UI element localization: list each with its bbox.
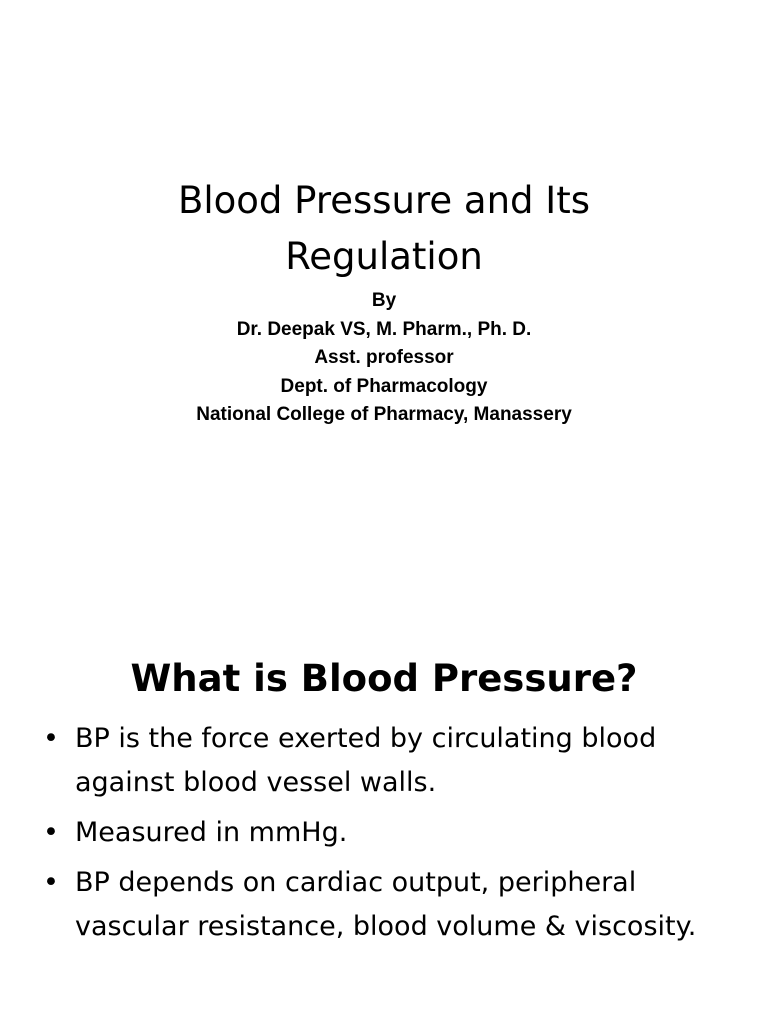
bullet-text: BP is the force exerted by circulating blood against blood vessel walls. [75, 723, 657, 798]
bullet-text: Measured in mmHg. [75, 817, 348, 848]
bullet-list [43, 717, 743, 955]
bullet-item [43, 717, 743, 805]
author-byline [0, 287, 768, 430]
byline-by: By [371, 290, 397, 311]
author-department: Dept. of Pharmacology [280, 375, 488, 397]
title-line: Blood Pressure and Its [177, 178, 590, 222]
author-position: Asst. professor [314, 347, 454, 368]
bullet-icon: • [43, 817, 59, 848]
bullet-item [43, 861, 743, 949]
bullet-text: BP depends on cardiac output, peripheral vascular resistance, blood volume & viscosity. [75, 867, 697, 942]
bullet-icon: • [43, 867, 59, 898]
slide-title: What is Blood Pressure? [130, 656, 638, 700]
author-institution: National College of Pharmacy, Manassery [196, 404, 572, 425]
slide-2 [0, 512, 768, 1024]
slide-title [0, 173, 768, 285]
author-name: Dr. Deepak VS, M. Pharm., Ph. D. [236, 318, 532, 340]
bullet-item [43, 811, 743, 855]
bullet-icon: • [43, 723, 59, 754]
title-line: Regulation [285, 234, 483, 278]
